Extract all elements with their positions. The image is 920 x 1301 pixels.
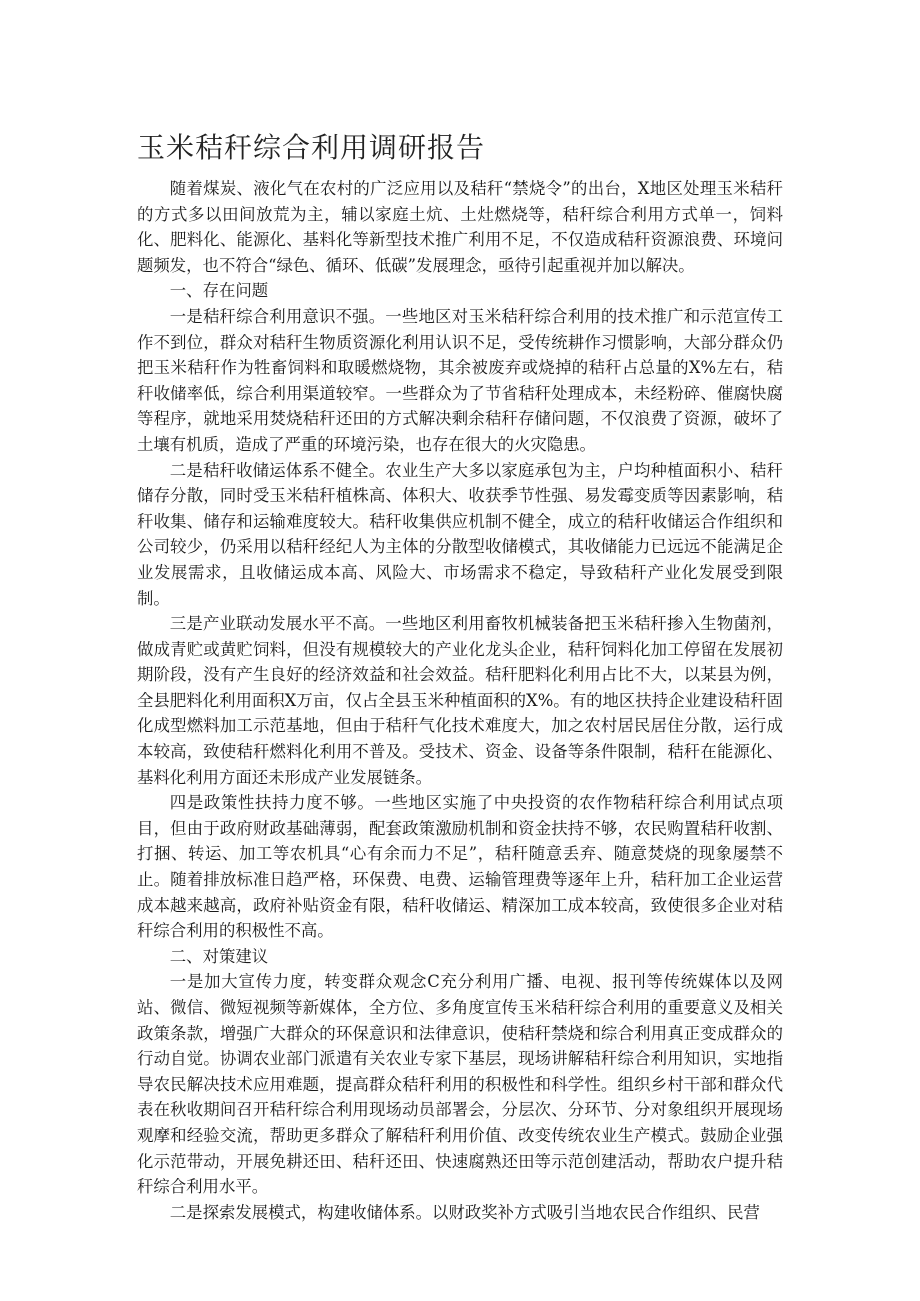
- paragraph-problem-1: 一是秸秆综合利用意识不强。一些地区对玉米秸秆综合利用的技术推广和示范宣传工作不到位，群众对秸秆生物质资源化利用认识不足，受传统耕作习惯影响，大部分群众仍把玉米秸秆作为牲畜饲料和取暖燃烧物，其余被废弃或烧掉的秸秆占总量的X%左右，秸秆收储率低，综合利用渠道较窄。一些群众为了节省秸秆处理成本，未经粉碎、催腐快腐等程序，就地采用焚烧秸秆还田的方式解决剩余秸秆存储问题，不仅浪费了资源，破坏了土壤有机质，造成了严重的环境污染，也存在很大的火灾隐患。: [137, 306, 783, 454]
- intro-paragraph: 随着煤炭、液化气在农村的广泛应用以及秸秆“禁烧令”的出台，X地区处理玉米秸秆的方式多以田间放荒为主，辅以家庭土炕、土灶燃烧等，秸秆综合利用方式单一，饲料化、肥料化、能源化、基料化等新型技术推广利用不足，不仅造成秸秆资源浪费、环境问题频发，也不符合“绿色、循环、低碳”发展理念，亟待引起重视并加以解决。: [137, 179, 783, 275]
- document-body: [137, 176, 783, 1225]
- paragraph-suggestion-2: 二是探索发展模式，构建收储体系。以财政奖补方式吸引当地农民合作组织、民营: [169, 1202, 760, 1222]
- paragraph-problem-4: 四是政策性扶持力度不够。一些地区实施了中央投资的农作物秸秆综合利用试点项目，但由于政府财政基础薄弱，配套政策激励机制和资金扶持不够，农民购置秸秆收割、打捆、转运、加工等农机具“心有余而力不足”，秸秆随意丢弃、随意焚烧的现象屡禁不止。随着排放标准日趋严格，环保费、电费、运输管理费等逐年上升，秸秆加工企业运营成本越来越高，政府补贴资金有限，秸秆收储运、精深加工成本较高，致使很多企业对秸秆综合利用的积极性不高。: [137, 793, 783, 941]
- section-heading-problems: 一、存在问题: [169, 281, 269, 301]
- paragraph-suggestion-1: 一是加大宣传力度，转变群众观念C充分利用广播、电视、报刊等传统媒体以及网站、微信、微短视频等新媒体，全方位、多角度宣传玉米秸秆综合利用的重要意义及相关政策条款，增强广大群众的环保意识和法律意识，使秸秆禁烧和综合利用真正变成群众的行动自觉。协调农业部门派遣有关农业专家下基层，现场讲解秸秆综合利用知识，实地指导农民解决技术应用难题，提高群众秸秆利用的积极性和科学性。组织乡村干部和群众代表在秋收期间召开秸秆综合利用现场动员部署会，分层次、分环节、分对象组织开展现场观摩和经验交流，帮助更多群众了解秸秆利用价值、改变传统农业生产模式。鼓励企业强化示范带动，开展免耕还田、秸秆还田、快速腐熟还田等示范创建活动，帮助农户提升秸秆综合利用水平。: [137, 972, 783, 1197]
- paragraph-problem-2: 二是秸秆收储运体系不健全。农业生产大多以家庭承包为主，户均种植面积小、秸秆储存分散，同时受玉米秸秆植株高、体积大、收获季节性强、易发霉变质等因素影响，秸秆收集、储存和运输难度较大。秸秆收集供应机制不健全，成立的秸秆收储运合作组织和公司较少，仍采用以秸秆经纪人为主体的分散型收储模式，其收储能力已远远不能满足企业发展需求，且收储运成本高、风险大、市场需求不稳定，导致秸秆产业化发展受到限制。: [137, 460, 783, 608]
- section-heading-suggestions: 二、对策建议: [169, 946, 269, 966]
- document-title: 玉米秸秆综合利用调研报告: [137, 131, 486, 164]
- paragraph-problem-3: 三是产业联动发展水平不高。一些地区利用畜牧机械装备把玉米秸秆掺入生物菌剂，做成青贮或黄贮饲料，但没有规模较大的产业化龙头企业，秸秆饲料化加工停留在发展初期阶段，没有产生良好的经济效益和社会效益。秸秆肥料化利用占比不大，以某县为例，全县肥料化利用面积X万亩，仅占全县玉米种植面积的X%。有的地区扶持企业建设秸秆固化成型燃料加工示范基地，但由于秸秆气化技术难度大，加之农村居民居住分散，运行成本较高，致使秸秆燃料化利用不普及。受技术、资金、设备等条件限制，秸秆在能源化、基料化利用方面还未形成产业发展链条。: [137, 614, 783, 787]
